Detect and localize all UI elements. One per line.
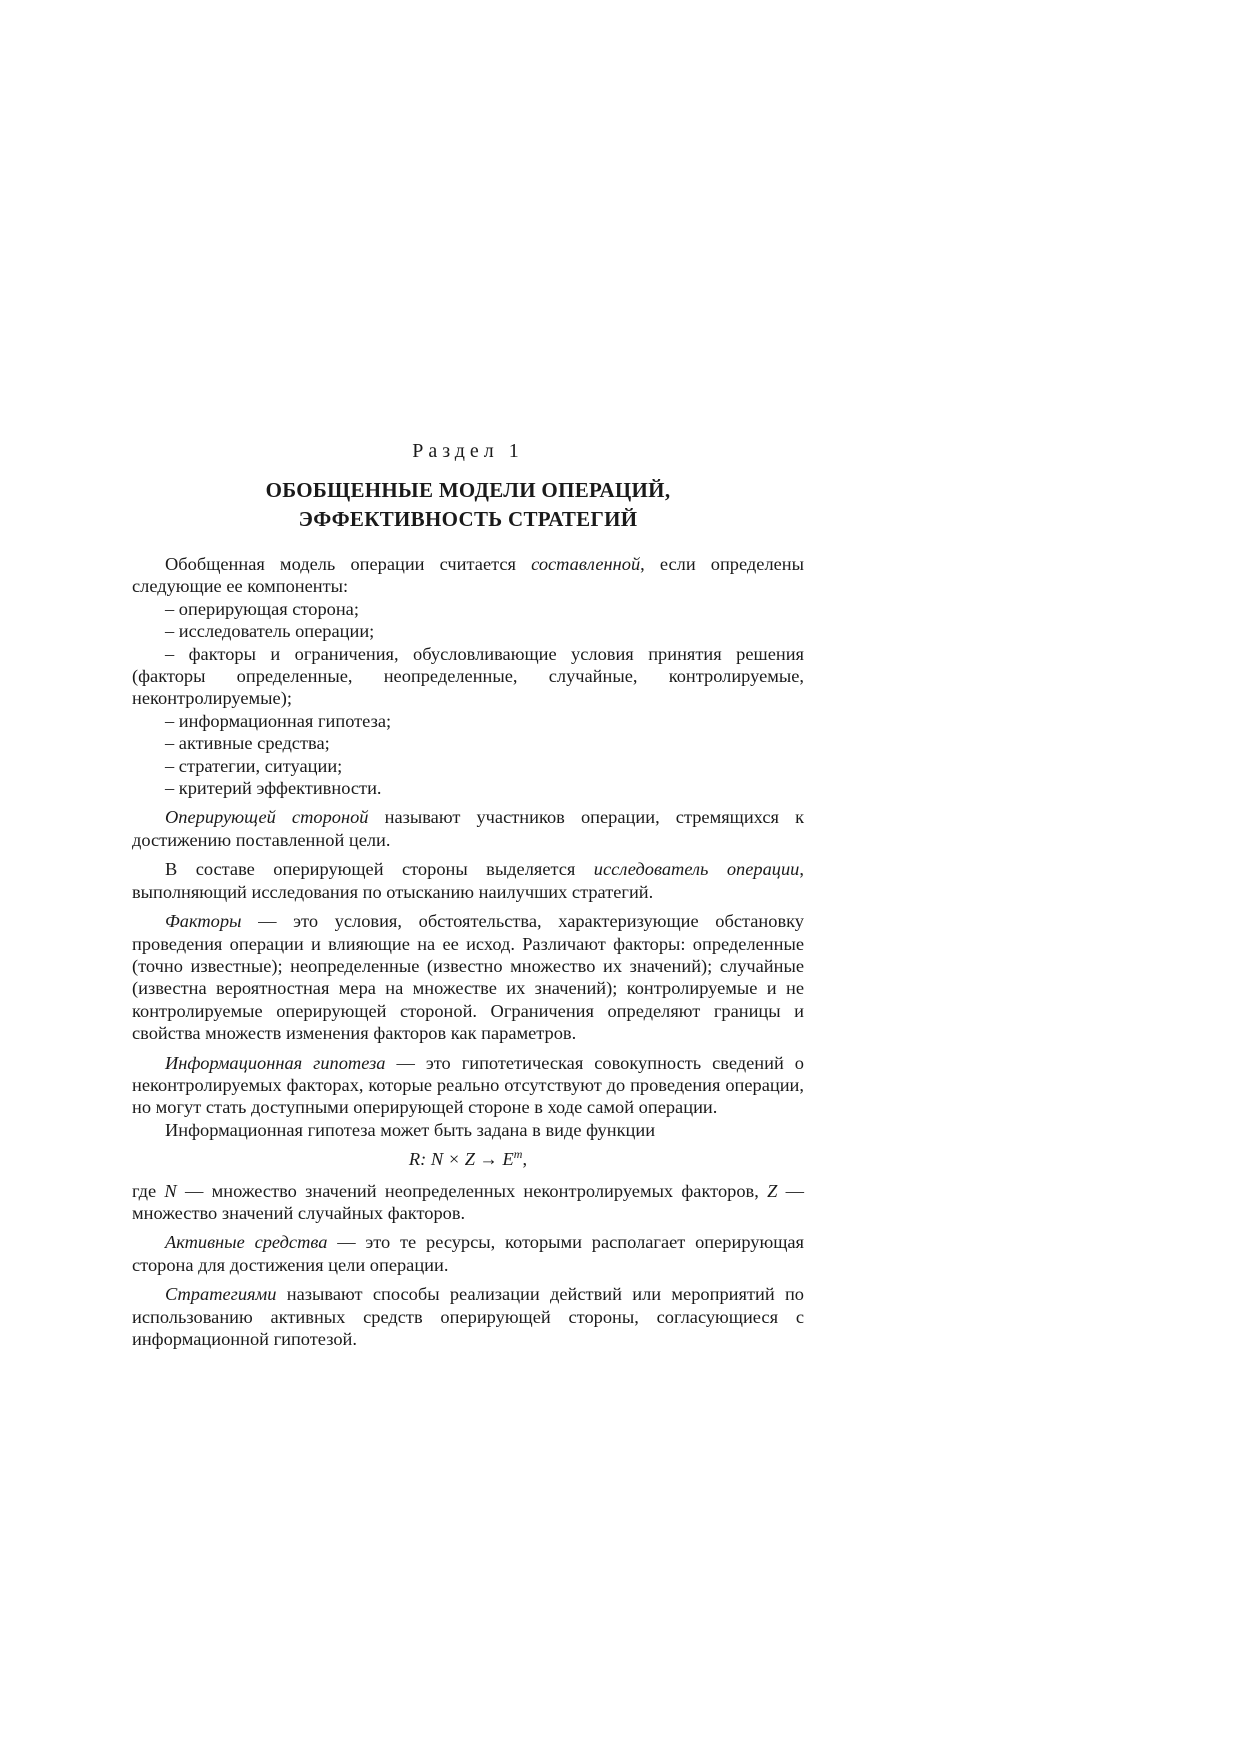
term-hypothesis: Информационная гипотеза xyxy=(165,1052,386,1073)
list-item: – активные средства; xyxy=(165,733,330,754)
section-title xyxy=(132,476,804,534)
hypothesis-function-intro: Информационная гипотеза может быть задана в виде функции xyxy=(165,1119,656,1140)
definition-hypothesis: Информационная гипотеза — это гипотетическая совокупность сведений о неконтролируемых факторах, которые реально отсутствуют до проведения операции, но могут стать доступными оперирующей стороне в ходе самой операции. xyxy=(132,1052,804,1118)
formula-explanation: где N — множество значений неопределенных неконтролируемых факторов, Z — множество значений случайных факторов. xyxy=(132,1180,804,1223)
intro-paragraph: Обобщенная модель операции считается составленной, если определены следующие ее компоненты: xyxy=(132,554,804,597)
term-composed: составленной xyxy=(531,554,641,574)
section-title-line-1: ОБОБЩЕННЫЕ МОДЕЛИ ОПЕРАЦИЙ, xyxy=(265,478,671,502)
formula-superscript: m xyxy=(513,1147,523,1162)
list-item: – стратегии, ситуации; xyxy=(165,755,343,776)
var-z: Z xyxy=(767,1180,778,1201)
formula-main: R: N × Z → E xyxy=(408,1149,514,1170)
section-title-line-2: ЭФФЕКТИВНОСТЬ СТРАТЕГИЙ xyxy=(298,507,638,531)
term-factors: Факторы xyxy=(165,911,242,932)
section-number: Раздел 1 xyxy=(412,440,524,462)
definition-operating-side: Оперирующей стороной называют участников операции, стремящихся к достижению поставленной цели. xyxy=(132,807,805,850)
list-item: – факторы и ограничения, обусловливающие условия принятия решения (факторы определенные, неопределенные, случайные, контролируемые, неконтролируемые); xyxy=(132,643,804,709)
list-item: – критерий эффективности. xyxy=(165,778,382,799)
term-operating-side: Оперирующей стороной xyxy=(165,807,369,828)
list-item: – информационная гипотеза; xyxy=(165,710,392,731)
definition-factors: Факторы — это условия, обстоятельства, характеризующие обстановку проведения операции и влияющие на ее исход. Различают факторы: определенные (точно известные); неопределенные (известно множество их значений); случайные (известна вероятностная мера на множестве их значений); контролируемые и не контролируемые оперирующей стороной. Ограничения определяют границы и свойства множеств изменения факторов как параметров. xyxy=(132,911,804,1044)
list-item: – оперирующая сторона; xyxy=(165,598,359,619)
definition-strategies: Стратегиями называют способы реализации действий или мероприятий по использованию активных средств оперирующей стороны, согласующиеся с информационной гипотезой. xyxy=(132,1284,804,1349)
var-n: N xyxy=(164,1180,177,1201)
list-item: – исследователь операции; xyxy=(165,621,375,642)
definition-researcher: В составе оперирующей стороны выделяется исследователь операции, выполняющий исследования по отысканию наилучших стратегий. xyxy=(132,859,804,902)
term-strategies: Стратегиями xyxy=(165,1284,277,1305)
body-text xyxy=(132,553,804,1350)
term-active-means: Активные средства xyxy=(165,1232,328,1253)
definition-active-means: Активные средства — это те ресурсы, которыми располагает оперирующая сторона для достижения цели операции. xyxy=(132,1232,804,1275)
term-researcher: исследователь операции xyxy=(593,859,800,880)
formula: R: $N \times Z \to E^m$, xyxy=(408,1147,528,1170)
